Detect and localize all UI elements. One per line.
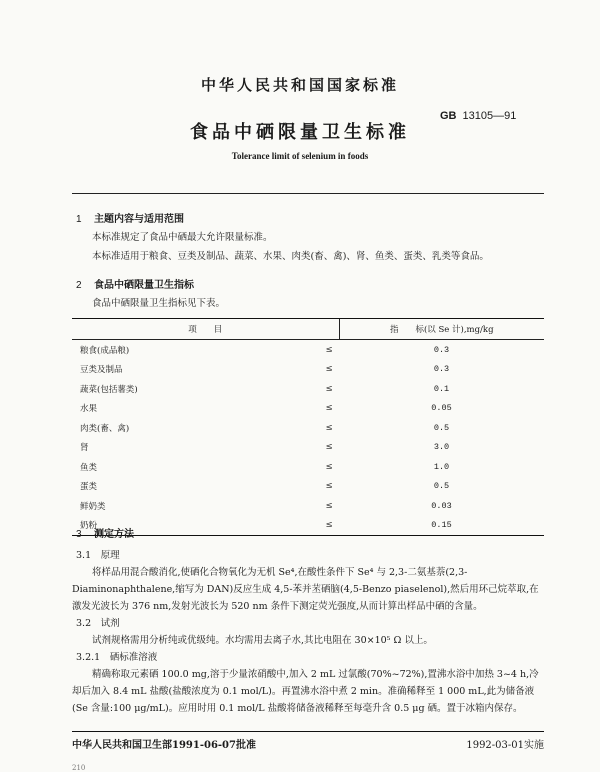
less-equal-symbol: ≤ xyxy=(325,481,333,492)
national-standard-heading: 中华人民共和国国家标准 xyxy=(200,76,399,94)
subsection-3-1-heading: 3.1 原理 xyxy=(76,550,120,561)
row-item: 蛋类 xyxy=(80,482,98,493)
row-limit-value: 0.15 xyxy=(339,516,544,536)
table-header-row xyxy=(72,319,544,340)
column-header-index: 指 标(以 Se 计),mg/kg xyxy=(339,319,544,340)
table-row xyxy=(72,340,544,360)
footer-divider xyxy=(72,731,544,732)
less-equal-symbol: ≤ xyxy=(325,461,333,472)
row-item: 粮食(成品粮) xyxy=(80,345,130,356)
table-body xyxy=(72,340,544,536)
subsection-3-1-text: 将样品用混合酸消化,使硒化合物氧化为无机 Se⁴,在酸性条件下 Se⁴ 与 2,3-二氨基萘(2,3-Diaminonaphthalene,缩写为 DAN)反应生成 4,5-苯并苤硒脑(4,5-Benzo piaselenol),然后用环己烷萃取,在激发光波长为 376 nm,发射光波长为 520 nm 条件下测定荧光强度,从而计算出样品中硒的含量。 xyxy=(72,567,539,612)
table-row xyxy=(72,418,544,438)
table-row xyxy=(72,379,544,399)
less-equal-symbol: ≤ xyxy=(325,422,333,433)
row-limit-value: 0.3 xyxy=(433,344,450,355)
less-equal-symbol: ≤ xyxy=(325,383,333,394)
standard-number-value: 13105—91 xyxy=(462,110,517,122)
standard-number xyxy=(440,110,516,122)
document-title: 食品中硒限量卫生标准 xyxy=(190,122,410,143)
section-1-heading: 1 主题内容与适用范围 xyxy=(76,214,184,225)
selenium-limit-table xyxy=(72,318,544,536)
section-1-para-1: 本标准规定了食品中硒最大允许限量标准。 xyxy=(92,232,273,243)
less-equal-symbol: ≤ xyxy=(325,500,333,511)
approval-note: 中华人民共和国卫生部1991-06-07批准 xyxy=(72,740,256,751)
page-mark: 210 xyxy=(72,764,86,772)
section-2-heading: 2 食品中硒限量卫生指标 xyxy=(76,280,194,291)
table-row xyxy=(72,399,544,419)
row-item: 豆类及制品 xyxy=(80,365,123,376)
standard-code: GB xyxy=(440,110,457,122)
less-equal-symbol: ≤ xyxy=(319,516,339,536)
subsection-3-2-text: 试剂规格需用分析纯或优级纯。水均需用去离子水,其比电阻在 30×10⁵ Ω 以上。 xyxy=(92,635,433,646)
table-row xyxy=(72,360,544,380)
less-equal-symbol: ≤ xyxy=(325,403,333,414)
row-limit-value: 0.05 xyxy=(431,403,452,414)
table-row xyxy=(72,438,544,458)
row-limit-value: 0.5 xyxy=(433,481,450,492)
section-1-para-2: 本标准适用于粮食、豆类及制品、蔬菜、水果、肉类(畜、禽)、肾、鱼类、蛋类、乳类等食品。 xyxy=(92,251,489,262)
row-limit-value: 0.03 xyxy=(431,500,452,511)
section-3-heading: 3 测定方法 xyxy=(76,529,134,540)
footer xyxy=(72,736,544,751)
less-equal-symbol: ≤ xyxy=(325,364,333,375)
subsection-3-2-1-heading: 3.2.1 硒标准溶液 xyxy=(76,652,158,663)
row-item: 鱼类 xyxy=(80,462,98,473)
table-row xyxy=(72,516,544,536)
implementation-date: 1992-03-01实施 xyxy=(466,740,544,751)
column-header-item: 项 目 xyxy=(72,319,339,340)
subsection-3-2-1-text: 精确称取元素硒 100.0 mg,溶于少量浓硝酸中,加入 2 mL 过氯酸(70%~72%),置沸水浴中加热 3~4 h,冷却后加入 8.4 mL 盐酸(盐酸浓度为 0.1 mol/L)。再置沸水浴中煮 2 min。准确稀释至 1 000 mL,此为储备液(Se 含量:100 μg/mL)。应用时用 0.1 mol/L 盐酸将储备液稀释至每毫升含 0.5 μg 硒。置于冰箱内保存。 xyxy=(72,669,539,714)
row-item: 蔬菜(包括薯类) xyxy=(80,384,138,395)
row-limit-value: 0.3 xyxy=(433,364,450,375)
table-row xyxy=(72,496,544,516)
row-item: 肉类(畜、禽) xyxy=(80,423,130,434)
row-item: 水果 xyxy=(80,404,98,415)
row-limit-value: 0.1 xyxy=(433,383,450,394)
row-item: 肾 xyxy=(80,443,89,454)
row-limit-value: 3.0 xyxy=(433,442,450,453)
row-item: 鲜奶类 xyxy=(80,501,106,512)
section-2-para-1: 食品中硒限量卫生指标见下表。 xyxy=(92,298,226,309)
less-equal-symbol: ≤ xyxy=(325,442,333,453)
table-row xyxy=(72,477,544,497)
row-item: 奶粉 xyxy=(72,516,319,536)
table-row xyxy=(72,457,544,477)
english-title: Tolerance limit of selenium in foods xyxy=(231,151,369,161)
row-limit-value: 1.0 xyxy=(433,461,450,472)
row-limit-value: 0.5 xyxy=(433,422,450,433)
header-divider xyxy=(72,193,544,194)
subsection-3-2-heading: 3.2 试剂 xyxy=(76,618,120,629)
less-equal-symbol: ≤ xyxy=(325,344,333,355)
